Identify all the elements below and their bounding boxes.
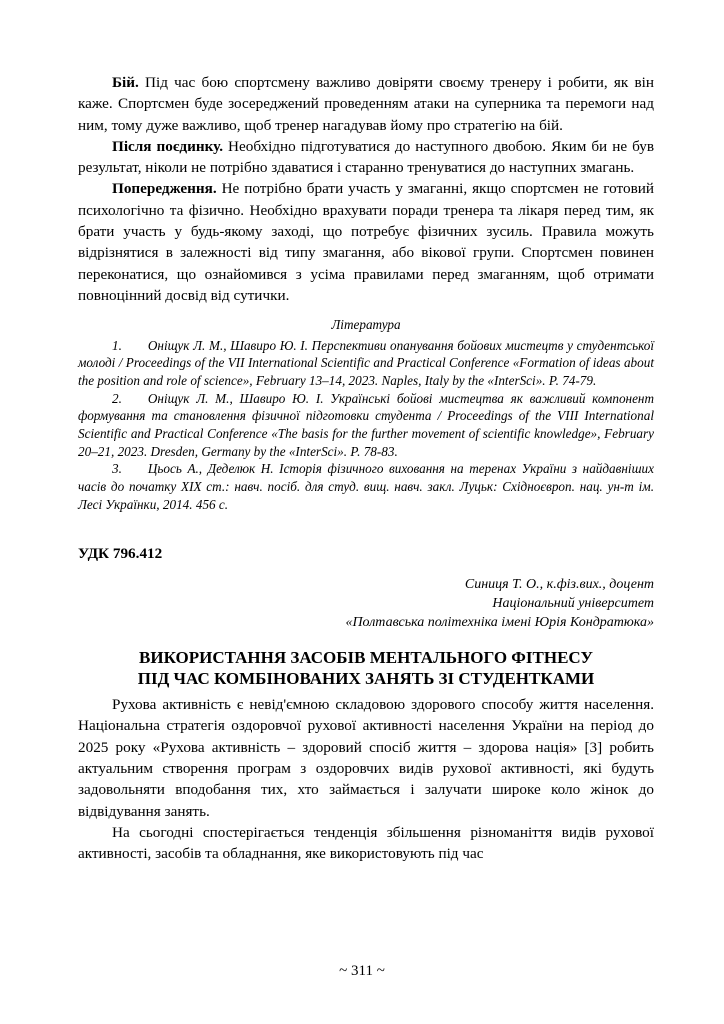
reference-text: Оніщук Л. М., Шавиро Ю. І. Українські бойові мистецтва як важливий компонент формування та становлення фізичної підготовки студента / Proceedings of the VIII International Scientific and Practical Conference «The basis for the further movement of scientific knowledge», February 20–21, 2023. Dresden, Germany by the «InterSci». Р. 78-83. [78, 390, 654, 459]
author-institution: «Полтавська політехніка імені Юрія Кондратюка» [345, 615, 654, 631]
page-number: ~ 311 ~ [339, 963, 385, 979]
reference-number: 2. [112, 390, 122, 406]
udk-code: УДК 796.412 [78, 545, 163, 563]
reference-text: Оніщук Л. М., Шавиро Ю. І. Перспективи опанування бойових мистецтв у студентської молоді / Proceedings of the VII International Scientific and Practical Conference «Formation of ideas about the position and role of science», February 13–14, 2023. Naples, Italy by the «InterSci». Р. 74-79. [78, 337, 654, 388]
article-paragraph-1: Рухова активність є невід'ємною складовою здорового способу життя населення. Національна стратегія оздоровчої рухової активності населення України на період до 2025 року «Рухова активність – здоровий спосіб життя – здорова нація» [3] робить актуальним створення програм з оздоровчих видів рухової активності, які будуть задовольняти вподобання тих, хто займається і залучати широке коло жінок до відвідування занять. [78, 696, 654, 820]
page-title-line1: ВИКОРИСТАННЯ ЗАСОБІВ МЕНТАЛЬНОГО ФІТНЕСУ [139, 647, 593, 667]
paragraph-lead: Попередження. [112, 180, 217, 198]
author-name: Синиця Т. О., к.фіз.вих., доцент [464, 576, 654, 592]
page-title [78, 647, 654, 691]
references-heading: Література [331, 317, 401, 333]
paragraph-warning [78, 178, 654, 306]
paragraph-lead: Бій. [112, 74, 139, 91]
article-paragraph-2: На сьогодні спостерігається тенденція збільшення різноманіття видів рухової активності, засобів та обладнання, яке використовують під час [78, 823, 654, 863]
author-block [78, 575, 654, 633]
paragraph-text: Не потрібно брати участь у змаганні, якщо спортсмен не готовий психологічно та фізично. Необхідно врахувати поради тренера та лікаря перед тим, як брати участь у будь-якому заході, що потребує фізичних зусиль. Правила можуть відрізнятися в залежності від типу змагання, або вікової групи. Спортсмен повинен переконатися, що ознайомився з усіма правилами перед змаганням, щоб отримати повноцінний досвід від сутички. [78, 180, 654, 304]
reference-number: 1. [112, 337, 122, 353]
reference-item [78, 337, 654, 390]
paragraph-text: Під час бою спортсмену важливо довіряти своєму тренеру і робити, як він каже. Спортсмен буде зосереджений проведенням атаки на суперника та перемоги над ним, тому дуже важливо, щоб тренер нагадував йому про стратегію на бій. [78, 74, 654, 134]
paragraph-text: Необхідно підготуватися до наступного двобою. Яким би не був результат, ніколи не потрібно здаватися і старанно тренуватися до наступних змагань. [78, 137, 654, 177]
reference-item [78, 390, 654, 461]
author-affiliation: Національний університет [492, 596, 654, 612]
reference-number: 3. [112, 461, 122, 477]
paragraph-after-duel [78, 136, 654, 179]
reference-text: Цьось А., Деделюк Н. Історія фізичного виховання на теренах України з найдавніших часів до початку ХІХ ст.: навч. посіб. для студ. вищ. навч. закл. Луцьк: Східноєвроп. нац. ун-т ім. Лесі Українки, 2014. 456 с. [78, 461, 654, 512]
page-title-line2: ПІД ЧАС КОМБІНОВАНИХ ЗАНЯТЬ ЗІ СТУДЕНТКАМИ [137, 669, 595, 689]
reference-item [78, 460, 654, 513]
paragraph-bij [78, 72, 654, 136]
paragraph-lead: Після поєдинку. [112, 137, 224, 155]
